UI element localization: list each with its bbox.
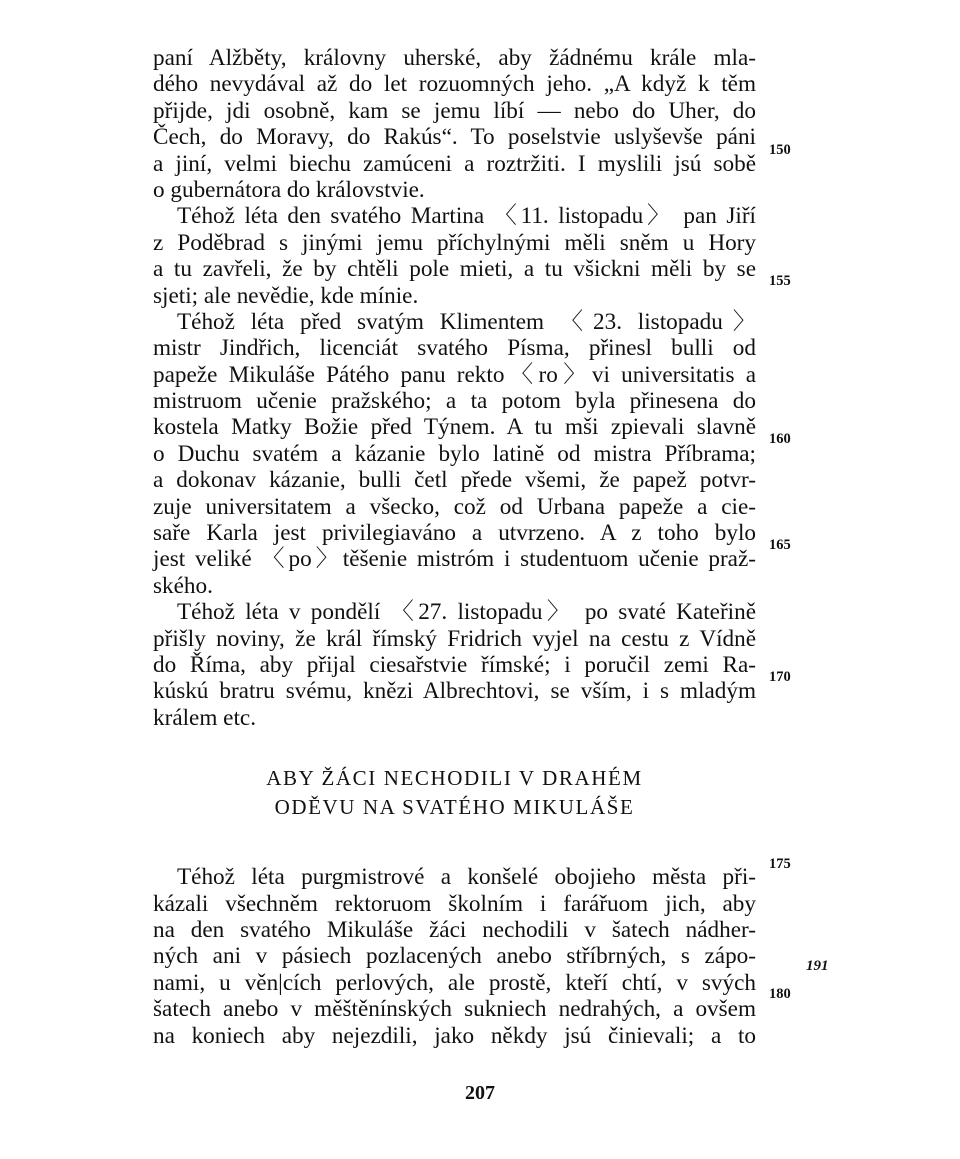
text-line: zuje universitatem a všecko, což od Urbana papeže a cie- xyxy=(153,493,756,520)
text-line: ných ani v pásiech pozlacených anebo stříbrných, s zápo- xyxy=(153,943,756,970)
text-line: šatech anebo v měštěnínských sukniech nedrahých, a ovšem xyxy=(153,996,756,1023)
section-heading xyxy=(153,764,756,822)
text-line: a dokonav kázanie, bulli četl přede všemi, že papež potvr- xyxy=(153,467,756,494)
text-column xyxy=(153,45,756,1049)
text-line: o Duchu svatém a kázanie bylo latině od mistra Příbrama; xyxy=(153,440,756,467)
paragraph-2 xyxy=(153,203,756,309)
line-number: 150 xyxy=(769,142,791,158)
text-line: z Poděbrad s jinými jemu příchylnými měli sněm u Hory xyxy=(153,229,756,256)
text-line: kázali všechněm rektoruom školním i farářuom jich, aby xyxy=(153,890,756,917)
text-line: Téhož léta purgmistrové a konšelé obojieho města při- xyxy=(177,864,756,891)
text-line: Téhož léta den svatého Martina 〈11. listopadu〉 pan Jiří xyxy=(177,203,756,230)
text-line: nami, u věn|cích perlových, ale prostě, kteří chtí, v svých xyxy=(153,969,756,996)
text-line: dého nevydával až do let rozuomných jeho. „A když k těm xyxy=(153,71,756,98)
text-line: mistr Jindřich, licenciát svatého Písma, přinesl bulli od xyxy=(153,335,756,362)
section-heading-line: ODĚVU NA SVATÉHO MIKULÁŠE xyxy=(274,795,635,820)
text-line: jest veliké 〈po〉těšenie mistróm i studentuom učenie praž- xyxy=(153,546,756,573)
text-line: na koniech aby nejezdili, jako někdy jsú činievali; a to xyxy=(153,1022,756,1049)
text-line: a tu zavřeli, že by chtěli pole mieti, a tu všickni měli by se xyxy=(153,256,756,283)
text-line: paní Alžběty, královny uherské, aby žádnému krále mla- xyxy=(153,45,756,71)
line-number: 155 xyxy=(769,273,791,289)
paragraph-5 xyxy=(153,864,756,1049)
text-line: mistruom učenie pražského; a ta potom byla přinesena do xyxy=(153,388,756,415)
text-line: papeže Mikuláše Pátého panu rekto〈ro〉vi universitatis a xyxy=(153,361,756,388)
line-number: 180 xyxy=(769,986,791,1002)
line-number: 170 xyxy=(769,669,791,685)
page-marker: 191 xyxy=(806,958,829,974)
paragraph-4 xyxy=(153,599,756,731)
text-line: Čech, do Moravy, do Rakús“. To poselstvie uslyševše páni xyxy=(153,124,756,151)
line-number: 160 xyxy=(769,431,791,447)
text-line: o gubernátora do královstvie. xyxy=(153,176,425,203)
text-line: sjeti; ale nevědie, kde mínie. xyxy=(153,282,419,309)
text-line: na den svatého Mikuláše žáci nechodili v šatech nádher- xyxy=(153,916,756,943)
text-line: kúskú bratru svému, knězi Albrechtovi, se vším, i s mladým xyxy=(153,678,756,705)
text-line: Téhož léta před svatým Klimentem 〈23. listopadu〉 xyxy=(177,308,756,335)
text-line: přišly noviny, že král římský Fridrich vyjel na cestu z Vídně xyxy=(153,625,756,652)
paragraph-3 xyxy=(153,309,756,599)
text-line: a jiní, velmi biechu zamúceni a roztržiti. I myslili jsú sobě xyxy=(153,150,756,177)
line-number: 165 xyxy=(769,537,791,553)
text-line: kostela Matky Božie před Týnem. A tu mši zpievali slavně xyxy=(153,414,756,441)
page-number: 207 xyxy=(465,1082,495,1104)
text-line: Téhož léta v pondělí 〈27. listopadu〉 po svaté Kateřině xyxy=(177,599,756,626)
text-line: do Říma, aby přijal ciesařstvie římské; i poručil zemi Ra- xyxy=(153,651,756,678)
section-heading-line: ABY ŽÁCI NECHODILI V DRAHÉM xyxy=(266,766,643,791)
text-line: ského. xyxy=(153,572,213,599)
text-line: přijde, jdi osobně, kam se jemu líbí — nebo do Uher, do xyxy=(153,97,756,124)
line-number: 175 xyxy=(769,856,791,872)
text-line: saře Karla jest privilegiaváno a utvrzeno. A z toho bylo xyxy=(153,520,756,547)
text-line: králem etc. xyxy=(153,704,256,731)
paragraph-1 xyxy=(153,45,756,203)
